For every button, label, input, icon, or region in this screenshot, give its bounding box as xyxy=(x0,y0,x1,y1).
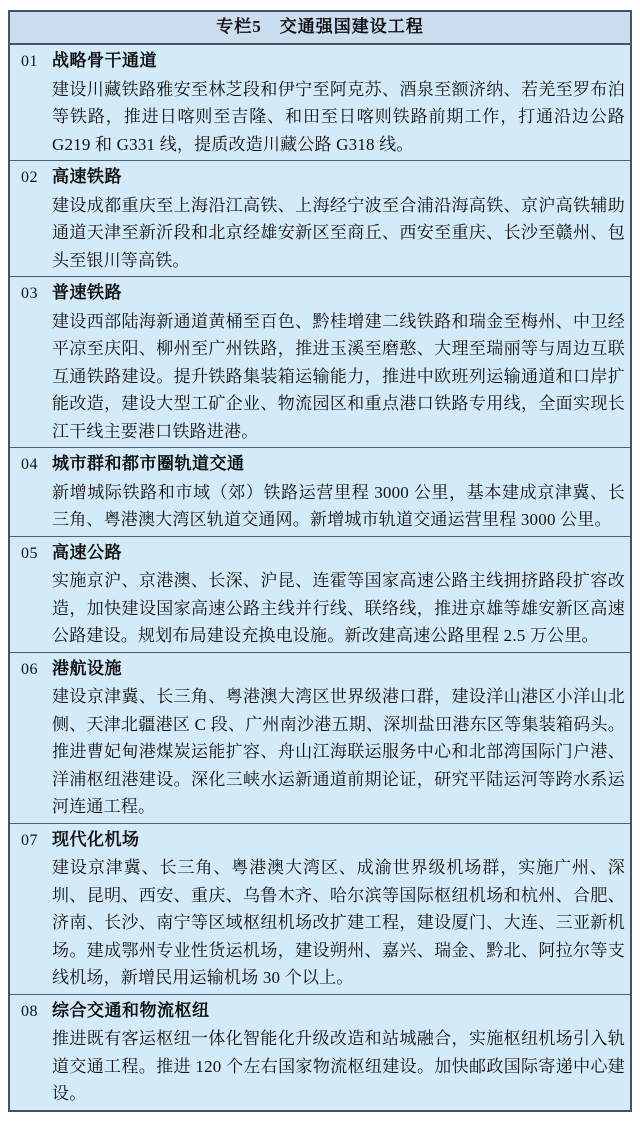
section-high-speed-rail xyxy=(10,161,630,277)
section-title: 城市群和都市圈轨道交通 xyxy=(52,454,245,473)
section-expressways xyxy=(10,537,630,653)
section-modern-airports xyxy=(10,824,630,995)
section-body: 新增城际铁路和市域（郊）铁路运营里程 3000 公里，基本建成京津冀、长三角、粤港澳大湾区轨道交通网。新增城市轨道交通运营里程 3000 公里。 xyxy=(52,482,625,529)
section-strategic-corridors xyxy=(10,45,630,161)
section-title: 战略骨干通道 xyxy=(52,51,157,70)
section-metro-rail-transit xyxy=(10,448,630,537)
column-panel xyxy=(8,10,632,1112)
section-title: 港航设施 xyxy=(52,658,122,678)
section-number: 05 xyxy=(21,544,38,562)
section-body: 建设京津冀、长三角、粤港澳大湾区、成渝世界级机场群，实施广州、深圳、昆明、西安、重庆、乌鲁木齐、哈尔滨等国际枢纽机场和杭州、合肥、济南、长沙、南宁等区域枢纽机场改扩建工程，建设厦门、大连、三亚新机场。建成鄂州专业性货运机场，建设朔州、嘉兴、瑞金、黔北、阿拉尔等支线机场，新增民用运输机场 30 个以上。 xyxy=(52,858,625,987)
section-title-row xyxy=(10,826,630,855)
section-title-row xyxy=(10,997,630,1026)
section-body: 建设川藏铁路雅安至林芝段和伊宁至阿克苏、酒泉至额济纳、若羌至罗布泊等铁路，推进日喀则至吉隆、和田至日喀则铁路前期工作，打通沿边公路 G219 和 G331 线，提质改造川藏公路 G318 线。 xyxy=(52,79,625,154)
section-title-row xyxy=(10,655,630,684)
section-title-row xyxy=(10,279,630,308)
section-number: 08 xyxy=(21,1002,38,1020)
section-body: 建设成都重庆至上海沿江高铁、上海经宁波至合浦沿海高铁、京沪高铁辅助通道天津至新沂段和北京经雄安新区至商丘、西安至重庆、长沙至赣州、包头至银川等高铁。 xyxy=(52,195,625,270)
section-title: 现代化机场 xyxy=(52,829,140,849)
section-number: 03 xyxy=(21,285,38,302)
section-number: 02 xyxy=(21,169,38,186)
section-number: 07 xyxy=(21,831,38,849)
section-normal-speed-rail xyxy=(10,277,630,448)
section-title-row xyxy=(10,539,630,568)
section-body: 建设西部陆海新通道黄桶至百色、黔桂增建二线铁路和瑞金至梅州、中卫经平凉至庆阳、柳州至广州铁路，推进玉溪至磨憨、大理至瑞丽等与周边互联互通铁路建设。提升铁路集装箱运输能力，推进中欧班列运输通道和口岸扩能改造，建设大型工矿企业、物流园区和重点港口铁路专用线，全面实现长江干线主要港口铁路进港。 xyxy=(52,311,625,441)
section-port-facilities xyxy=(10,653,630,824)
section-number: 06 xyxy=(21,660,38,678)
section-body: 实施京沪、京港澳、长深、沪昆、连霍等国家高速公路主线拥挤路段扩容改造，加快建设国家高速公路主线并行线、联络线，推进京雄等雄安新区高速公路建设。规划布局建设充换电设施。新改建高速公路里程 2.5 万公里。 xyxy=(52,571,625,645)
section-title-row xyxy=(10,47,630,76)
section-number: 04 xyxy=(21,456,38,473)
section-transport-logistics-hubs xyxy=(10,995,630,1110)
section-number: 01 xyxy=(21,53,38,70)
section-title: 普速铁路 xyxy=(52,283,122,302)
section-body: 推进既有客运枢纽一体化智能化升级改造和站城融合，实施枢纽机场引入轨道交通工程。推进 120 个左右国家物流枢纽建设。加快邮政国际寄递中心建设。 xyxy=(52,1029,625,1103)
section-title: 综合交通和物流枢纽 xyxy=(52,1000,210,1020)
section-title-row xyxy=(10,163,630,192)
section-title: 高速铁路 xyxy=(52,167,122,186)
section-title: 高速公路 xyxy=(52,542,122,562)
section-title-row xyxy=(10,450,630,479)
panel-title: 专栏5 交通强国建设工程 xyxy=(10,12,630,45)
section-body: 建设京津冀、长三角、粤港澳大湾区世界级港口群，建设洋山港区小洋山北侧、天津北疆港区 C 段、广州南沙港五期、深圳盐田港东区等集装箱码头。推进曹妃甸港煤炭运能扩容、舟山江海联运服务中心和北部湾国际门户港、洋浦枢纽港建设。深化三峡水运新通道前期论证，研究平陆运河等跨水系运河连通工程。 xyxy=(52,687,625,816)
